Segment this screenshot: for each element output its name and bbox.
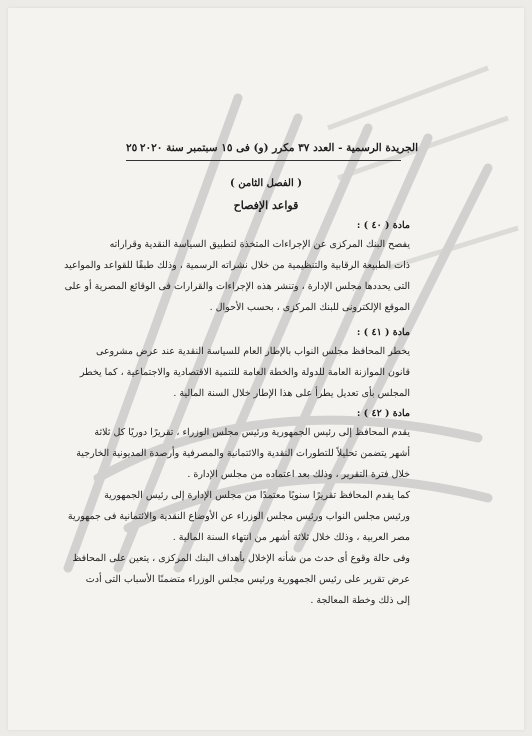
article-41-body — [79, 341, 410, 404]
article-line: المجلس بأى تعديل يطرأ على هذا الإطار خلال السنة المالية . — [173, 388, 410, 399]
chapter-heading: ( الفصل الثامن ) — [230, 178, 302, 189]
article-line: يفصح البنك المركزى عن الإجراءات المتخذة لتطبيق السياسة النقدية وقراراته — [109, 239, 410, 250]
article-line: أشهر يتضمن تحليلاً للتطورات النقدية والائتمانية والمصرفية وأرصدة المديونية الخارجية — [76, 448, 410, 459]
article-line: إلى ذلك وخطة المعالجة . — [310, 595, 410, 606]
article-line: ذات الطبيعة الرقابية والتنظيمية من خلال نشراته الرسمية ، وذلك طبقًا للقواعد والمواعيد — [64, 260, 410, 271]
article-42-body — [67, 422, 410, 611]
section-heading: قواعد الإفصاح — [233, 199, 299, 212]
header-divider — [126, 160, 401, 161]
article-line: يخطر المحافظ مجلس النواب بالإطار العام للسياسة النقدية عند عرض مشروعى — [95, 346, 410, 357]
article-41-label: مادة ( ٤١ ) : — [356, 327, 410, 338]
article-line: كما يقدم المحافظ تقريرًا سنويًا معتمدًا من مجلس الإدارة إلى رئيس الجمهورية — [104, 490, 410, 501]
article-line: عرض تقرير على رئيس الجمهورية ورئيس مجلس الوزراء متضمنًا الأسباب التى أدت — [85, 574, 410, 585]
article-line: قانون الموازنة العامة للدولة والخطة العامة للتنمية الاقتصادية والاجتماعية ، كما يخطر — [79, 367, 410, 378]
gazette-title: الجريدة الرسمية - العدد ٣٧ مكرر (و) فى ١٥ سبتمبر سنة ٢٠٢٠ — [139, 142, 418, 154]
document-page — [8, 8, 524, 730]
page-number: ٢٥ — [126, 142, 138, 154]
gazette-header — [126, 142, 418, 154]
article-line: التى يحددها مجلس الإدارة ، وتنشر هذه الإجراءات والقرارات فى الوقائع المصرية أو على — [64, 281, 410, 292]
article-line: مصر العربية ، وذلك خلال ثلاثة أشهر من انتهاء السنة المالية . — [172, 532, 410, 543]
article-line: يقدم المحافظ إلى رئيس الجمهورية ورئيس مجلس الوزراء ، تقريرًا دوريًا كل ثلاثة — [94, 427, 410, 438]
article-42-label: مادة ( ٤٢ ) : — [356, 408, 410, 419]
article-40-body — [64, 234, 410, 318]
article-line: وفى حالة وقوع أى حدث من شأنه الإخلال بأهداف البنك المركزى ، يتعين على المحافظ — [72, 553, 410, 564]
article-line: الموقع الإلكترونى للبنك المركزى ، بحسب الأحوال . — [209, 302, 410, 313]
article-40-label: مادة ( ٤٠ ) : — [356, 220, 410, 231]
article-line: خلال فترة التقرير ، وذلك بعد اعتماده من مجلس الإدارة . — [187, 469, 410, 480]
article-line: ورئيس مجلس النواب ورئيس مجلس الوزراء عن الأوضاع النقدية والائتمانية فى جمهورية — [67, 511, 410, 522]
